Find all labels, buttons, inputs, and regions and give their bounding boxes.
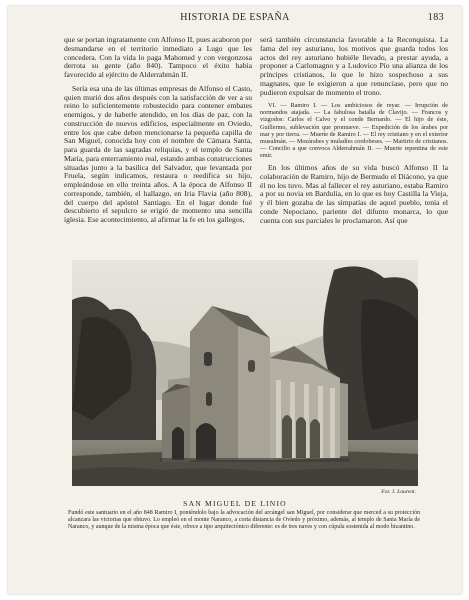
paragraph: Sería esa una de las últimas empresas de Alfonso el Casto, quien murió dos años después con la satisfacción de ver a su reino lo suficientemente robustecido para contener embates enemigos, y de haberle atendido, en los días de paz, con la construcción de nuevos edificios, especialmente en Oviedo, entre los que cabe deben mencionarse la pequeña capilla de San Miguel, conocida hoy con el nombre de Cámara Santa, para guarda de las sagradas reliquias, y el templo de Santa María, para enterramiento real, estando ambas construcciones situadas junto a la basílica del Salvador, que levantada por Fruela, según indicamos, restaura o reedifica su hijo, empleándose en ello treinta años. A la época de Alfonso II corresponde, también, el hallazgo, en Iria Flavia (año 808), del cuerpo del apóstol Santiago. En el lugar donde fué descubierto el sepulcro se erigió de momento una sencilla iglesia. Ese acontecimiento, al afirmar la fe en los gallegos, [64, 83, 252, 224]
paragraph: En los últimos años de su vida buscó Alfonso II la colaboración de Ramiro, hijo de Bermudo el Diácono, ya que él no los tuvo. Mas al fallecer el rey asturiano, estaba Ramiro a por su novia en Bardulia, en lo que es hoy Castilla la Vieja, y él bien gozaba de las simpatías de aquel pueblo, tenía el conde Nepociano, pariente del difunto monarca, lo que cuenta con sus parciales le proclamaron. Así que [260, 163, 448, 225]
photo-credit: Fot. J. Laurent. [381, 489, 416, 495]
left-column [64, 36, 252, 230]
running-header [8, 12, 462, 26]
right-column [260, 36, 448, 230]
book-page [8, 6, 462, 594]
page-number: 183 [427, 12, 444, 23]
paragraph: que se portan ingratamente con Alfonso II, pues acaboron por desmandarse en el territorio inmediato a Lugo que les concedera. Con la vida lo paga Mahomed y con vergonzosa derrota su gente (año 840). Tampoco el éxito habia favorecido al ejército de Alderrahmán II. [64, 35, 252, 79]
photo-caption-title: SAN MIGUEL DE LINIO [183, 499, 287, 508]
photo-caption-body: Fundó este santuario en el año 848 Ramiro I, poniéndolo bajo la advocación del arcángel san Miguel, por considerar que merced a su protección alcanzara las victorias que obtuvo. Lo empleó en el monte Naranco, a corta distancia de Oviedo y próximo, además, al templo de Santa María de Naranco, y aunque de la misma época que éste, ofrece a tipo arquitectónico diferente: es de tres naves y con cúpula sostenida al modo bizantino. [68, 510, 420, 530]
chapter-summary: VI. — Ramiro I. — Los ambiciosos de reyar. — Irrupción de normandos atajada. — La fabulosa batalla de Clavijo. — Francos y vizgodos: Carlos el Calvo y el conde Bernardo. — El hijo de éste, Guillermo, sublevación que promueve. — Expedición de los árabes por mar y por tierra. — Muerte de Ramiro I. — El rey cristiano y en el exterior musulmán. — Mozárabes y muladíes cordobeses. — Martirio de cristianos. — Concilio a que convoca Alderrahmán II. — Muerte repentina de este emir. [260, 102, 448, 159]
running-title: HISTORIA DE ESPAÑA [180, 12, 290, 23]
church-photo-image [72, 260, 418, 486]
paragraph: será también circunstancia favorable a la Reconquista. La fama del rey asturiano, los motivos que guarda todos los actos del rey asturiano hubiéle llevado, a prestar ayuda, a proponer a Carlomagno y a Ludovico Pío una alianza de los príncipes cristianos, lo que le hizo sospechoso a sus magnates, que le exigieron a que renunciase, pero que no pudieron expulsar de momento el trono. [260, 35, 448, 97]
church-photograph [72, 260, 418, 486]
